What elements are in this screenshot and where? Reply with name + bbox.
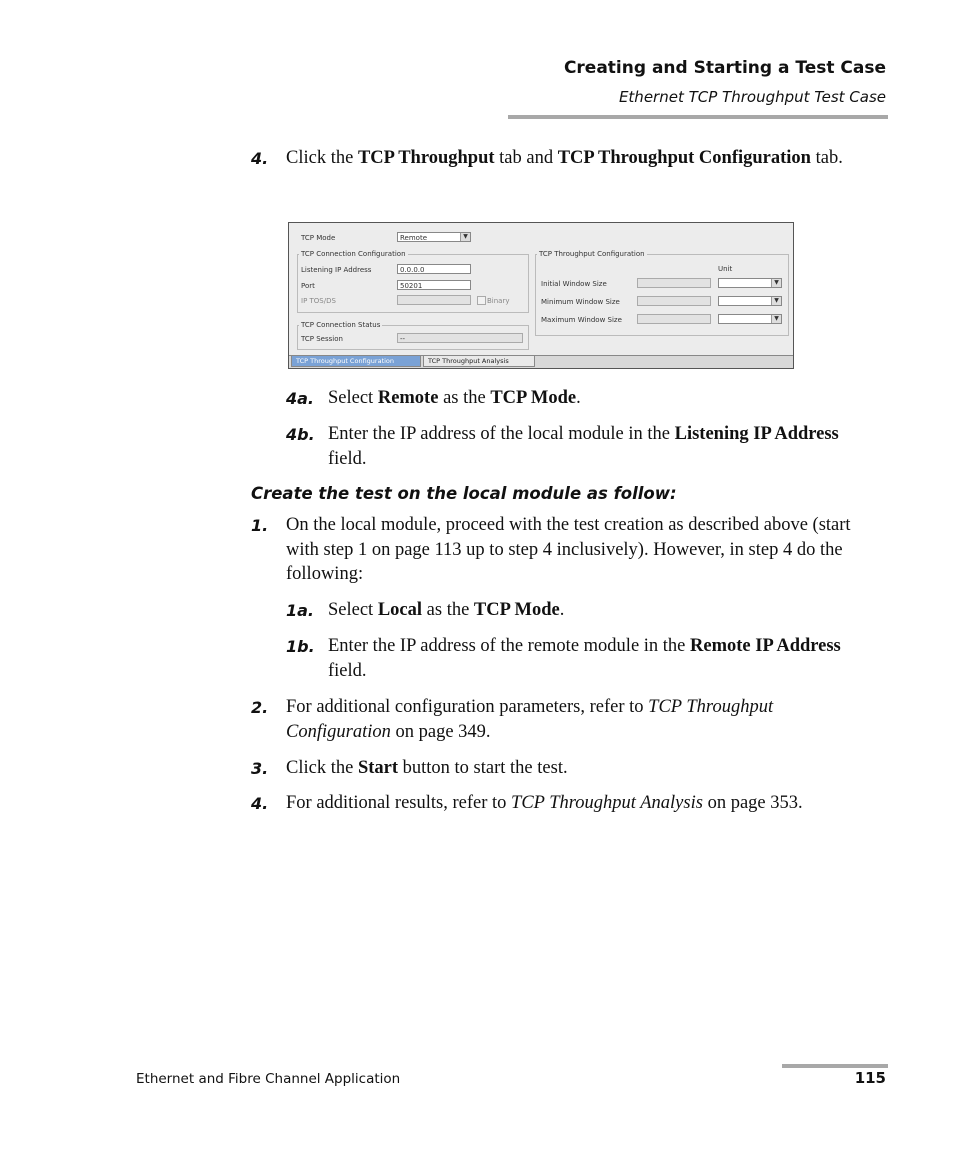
initial-window-unit-select[interactable] (718, 278, 782, 288)
substep-number: 1a. (286, 601, 315, 620)
tab-tcp-throughput-configuration[interactable]: TCP Throughput Configuration (291, 356, 421, 367)
header-rule (508, 115, 888, 119)
chevron-down-icon: ▼ (771, 315, 781, 323)
footer-rule (782, 1064, 888, 1068)
page-number: 115 (854, 1069, 886, 1087)
tab-tcp-throughput-analysis[interactable]: TCP Throughput Analysis (423, 356, 535, 367)
step-number: 4. (251, 794, 269, 813)
running-header-subtitle: Ethernet TCP Throughput Test Case (618, 88, 886, 106)
connection-config-title: TCP Connection Configuration (301, 250, 406, 258)
tcp-mode-label: TCP Mode (301, 234, 336, 242)
running-header-title: Creating and Starting a Test Case (563, 58, 886, 78)
step-number: 3. (251, 759, 269, 778)
initial-window-label: Initial Window Size (541, 280, 607, 288)
listening-ip-label: Listening IP Address (301, 266, 372, 274)
listening-ip-input[interactable]: 0.0.0.0 (397, 264, 471, 274)
footer-book-title: Ethernet and Fibre Channel Application (136, 1071, 401, 1087)
chevron-down-icon: ▼ (460, 233, 470, 241)
substep-text: Enter the IP address of the local module in the Listening IP Address field. (328, 424, 839, 469)
max-window-input[interactable] (637, 314, 711, 324)
session-value: -- (397, 333, 523, 343)
ip-tos-input[interactable] (397, 295, 471, 305)
step-text: For additional results, refer to TCP Throughput Analysis on page 353. (286, 793, 803, 813)
substep-text: Enter the IP address of the remote module in the Remote IP Address field. (328, 636, 841, 681)
chevron-down-icon: ▼ (771, 297, 781, 305)
min-window-label: Minimum Window Size (541, 298, 620, 306)
substep-number: 1b. (286, 637, 315, 656)
ip-tos-label: IP TOS/DS (301, 297, 336, 305)
port-label: Port (301, 282, 315, 290)
connection-status-title: TCP Connection Status (301, 321, 381, 329)
step-text: On the local module, proceed with the test creation as described above (start with step 1 on page 113 up to step 4 inclusively). However, in step 4 do the following: (286, 515, 851, 584)
section-heading: Create the test on the local module as follow: (251, 484, 677, 503)
unit-label: Unit (718, 265, 733, 273)
initial-window-input[interactable] (637, 278, 711, 288)
min-window-unit-select[interactable] (718, 296, 782, 306)
tcp-mode-select[interactable]: Remote ▼ (397, 232, 471, 242)
binary-label: Binary (487, 297, 510, 305)
step-number: 4. (251, 149, 269, 168)
tab-bar (289, 355, 793, 368)
step-text: For additional configuration parameters, refer to TCP Throughput Configuration on page 349. (286, 697, 774, 742)
tcp-throughput-configuration-screenshot (288, 222, 794, 369)
step-number: 2. (251, 698, 269, 717)
step-number: 1. (251, 516, 269, 535)
throughput-config-title: TCP Throughput Configuration (539, 250, 645, 258)
min-window-input[interactable] (637, 296, 711, 306)
substep-text: Select Local as the TCP Mode. (328, 600, 565, 620)
substep-number: 4a. (286, 389, 315, 408)
binary-checkbox[interactable] (477, 296, 486, 305)
port-input[interactable]: 50201 (397, 280, 471, 290)
max-window-unit-select[interactable] (718, 314, 782, 324)
step-text: Click the Start button to start the test. (286, 758, 568, 778)
session-label: TCP Session (301, 335, 343, 343)
chevron-down-icon: ▼ (771, 279, 781, 287)
substep-number: 4b. (286, 425, 315, 444)
substep-text: Select Remote as the TCP Mode. (328, 388, 581, 408)
step-text: Click the TCP Throughput tab and TCP Throughput Configuration tab. (286, 148, 843, 168)
max-window-label: Maximum Window Size (541, 316, 622, 324)
